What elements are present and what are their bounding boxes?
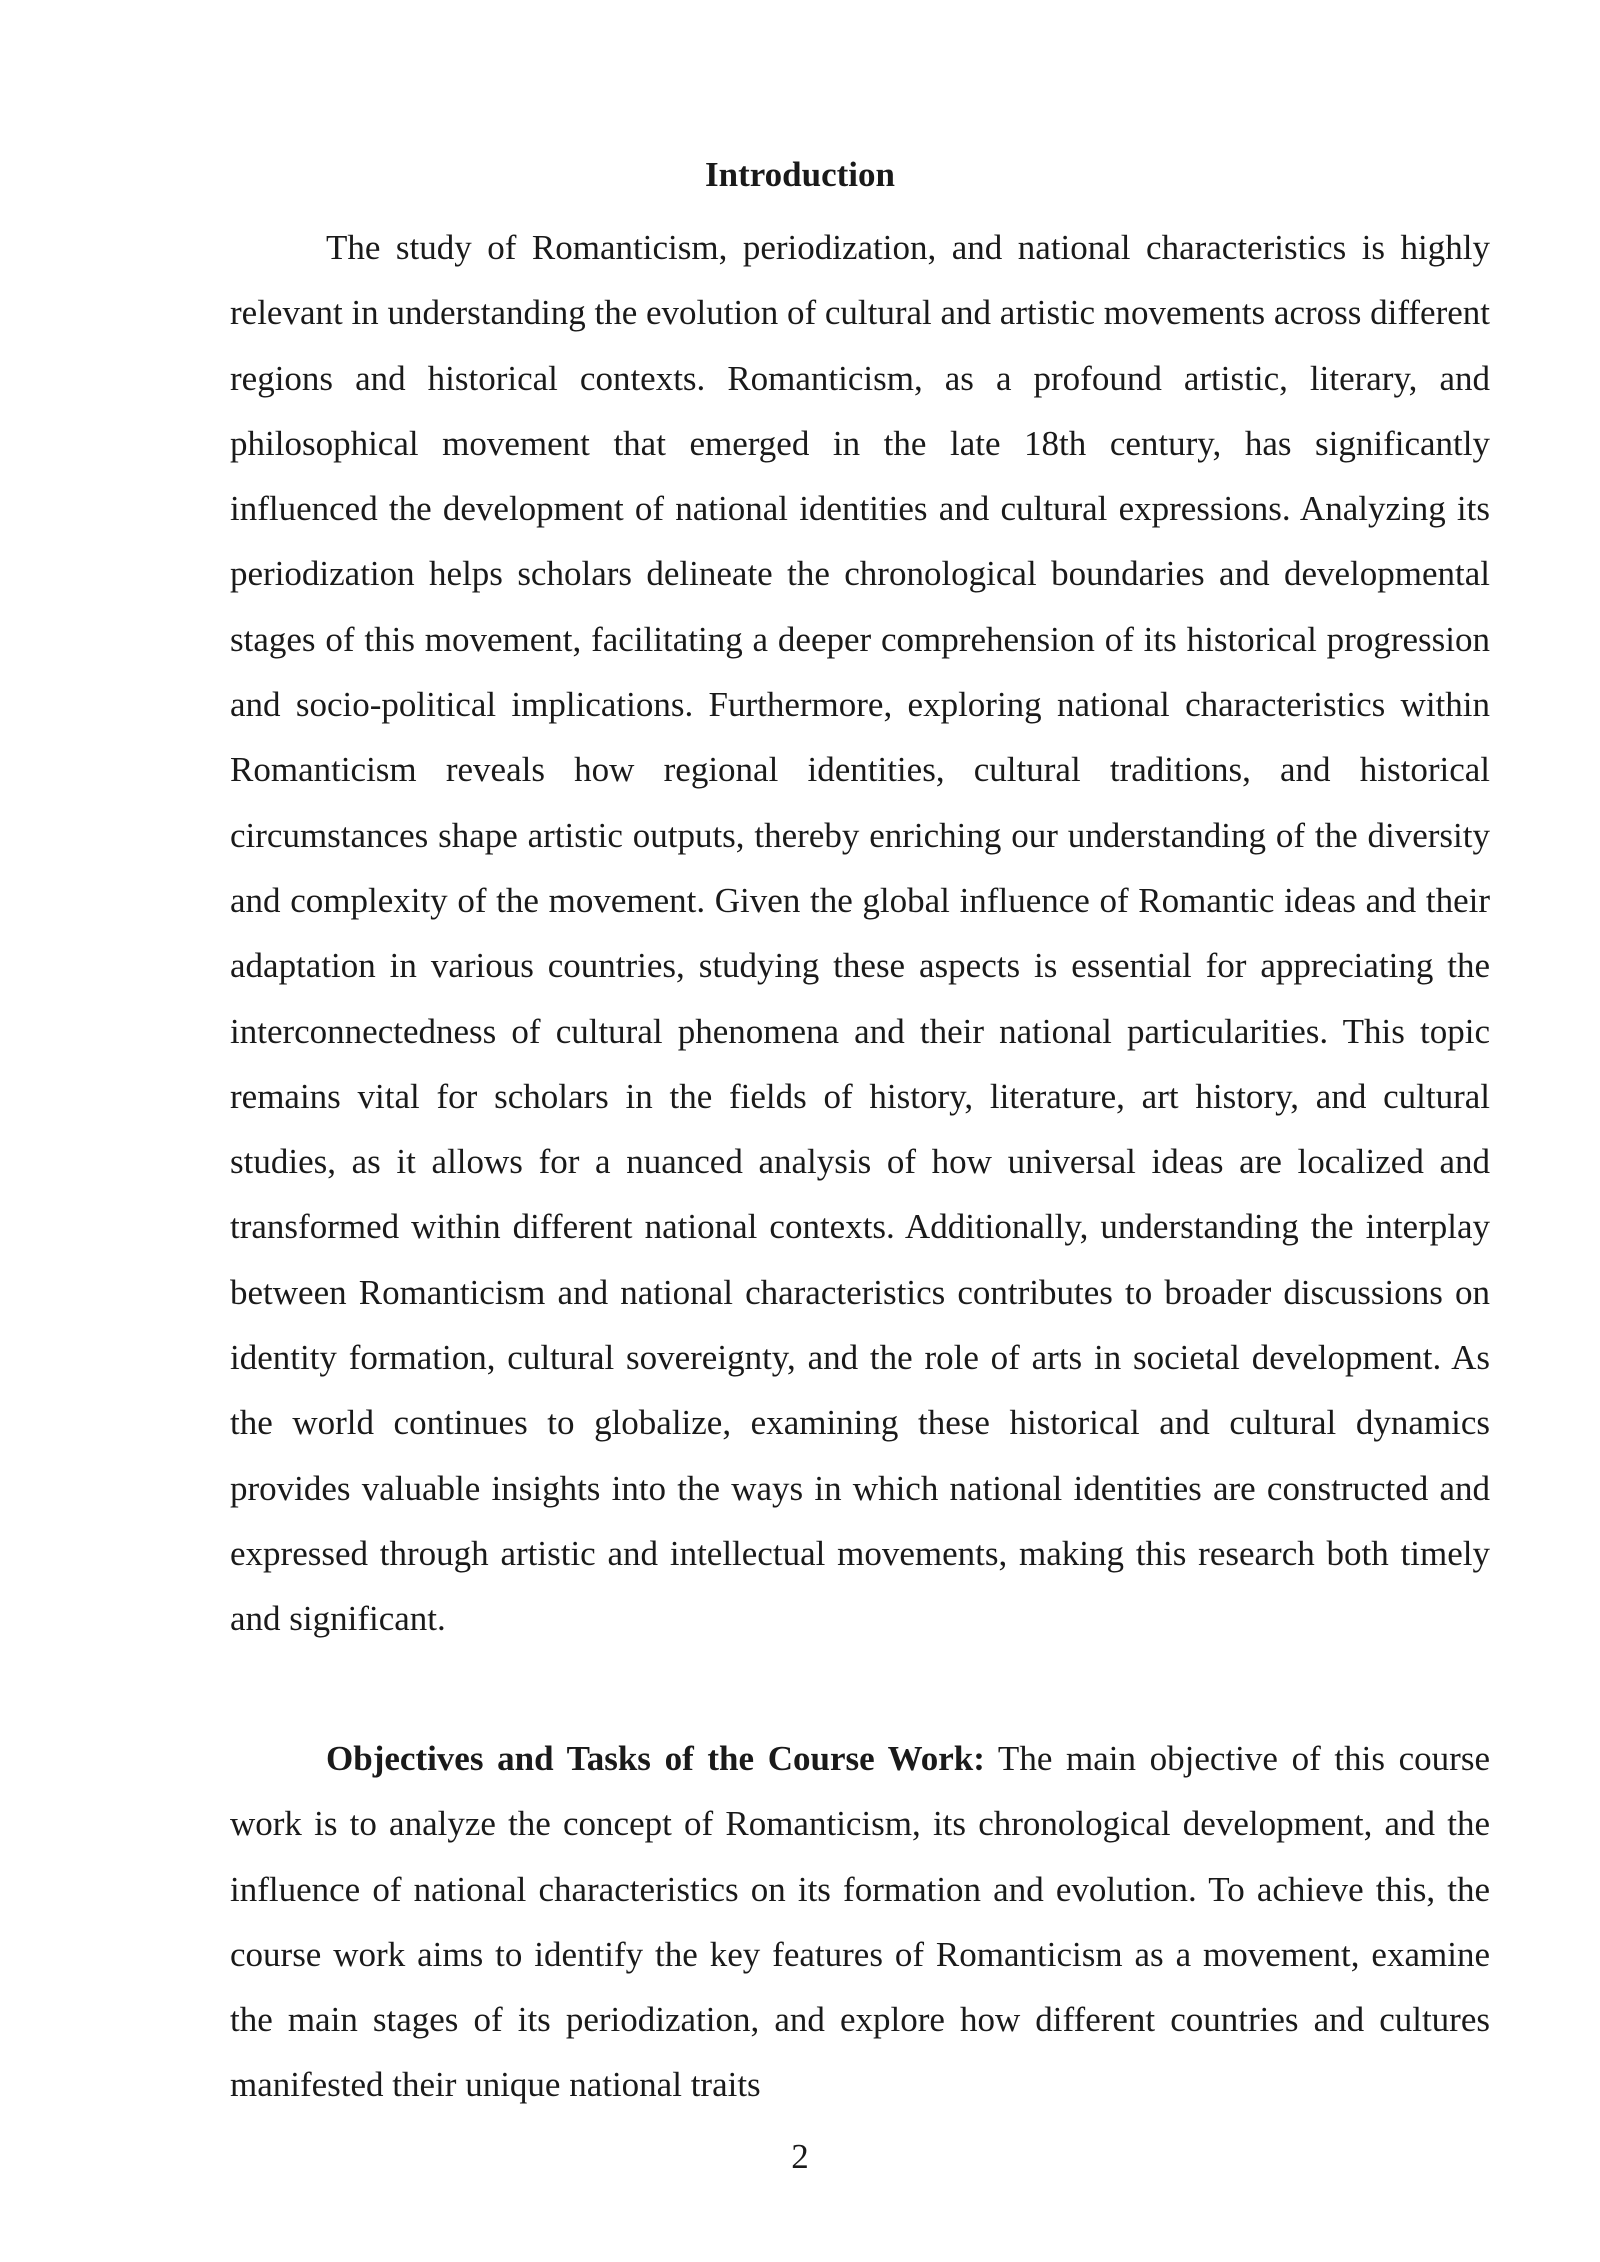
objectives-text: The main objective of this course work is to analyze the concept of Romanticism, its chronological development, and the influence of national characteristics on its formation and evolution. To achieve this, the course work aims to identify the key features of Romanticism as a movement, examine the main stages of its periodization, and explore how different countries and cultures manifested their unique national traits	[230, 1739, 1490, 2105]
introduction-body	[230, 215, 1490, 1652]
section-heading: Introduction	[705, 155, 895, 194]
objectives-lead: Objectives and Tasks of the Course Work:	[326, 1739, 985, 1778]
page-number: 2	[791, 2137, 809, 2176]
paragraph-objectives	[230, 1726, 1490, 2118]
objectives-body	[230, 1726, 1490, 2118]
paragraph-relevance: The study of Romanticism, periodization, and national characteristics is highly relevant in understanding the evolution of cultural and artistic movements across different regions and historical contexts. Romanticism, as a profound artistic, literary, and philosophical movement that emerged in the late 18th century, has significantly influenced the development of national identities and cultural expressions. Analyzing its periodization helps scholars delineate the chronological boundaries and developmental stages of this movement, facilitating a deeper comprehension of its historical progression and socio-political implications. Furthermore, exploring national characteristics within Romanticism reveals how regional identities, cultural traditions, and historical circumstances shape artistic outputs, thereby enriching our understanding of the diversity and complexity of the movement. Given the global influence of Romantic ideas and their adaptation in various countries, studying these aspects is essential for appreciating the interconnectedness of cultural phenomena and their national particularities. This topic remains vital for scholars in the fields of history, literature, art history, and cultural studies, as it allows for a nuanced analysis of how universal ideas are localized and transformed within different national contexts. Additionally, understanding the interplay between Romanticism and national characteristics contributes to broader discussions on identity formation, cultural sovereignty, and the role of arts in societal development. As the world continues to globalize, examining these historical and cultural dynamics provides valuable insights into the ways in which national identities are constructed and expressed through artistic and intellectual movements, making this research both timely and significant.	[230, 228, 1490, 1639]
